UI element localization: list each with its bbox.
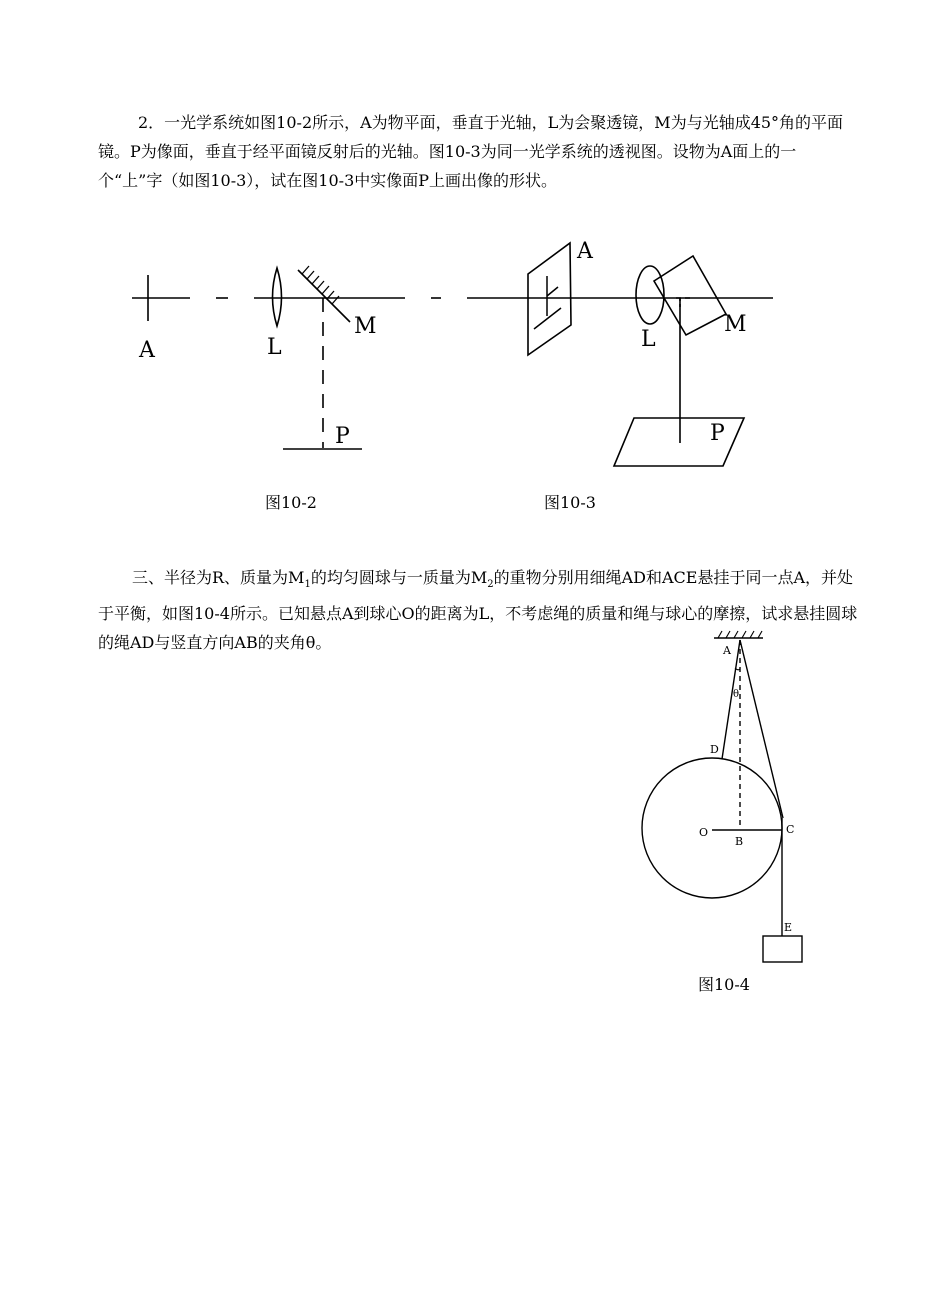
fig-10-4-drawing	[642, 631, 802, 962]
converging-lens-l	[273, 268, 282, 326]
sphere	[642, 758, 782, 898]
problem-3-text	[98, 563, 860, 657]
problem-3-text-part-2: 的均匀圆球与一质量为M	[310, 568, 488, 587]
label-l-10-2: L	[267, 335, 282, 360]
problem-2-text: 2．一光学系统如图10-2所示，A为物平面，垂直于光轴，L为会聚透镜，M为与光轴成45°角的平面镜。P为像面，垂直于经平面镜反射后的光轴。图10-3为同一光学系统的透视图。设物为A面上的一个“上”字（如图10-3），试在图10-3中实像面P上画出像的形状。	[98, 113, 844, 190]
problem-3-text-part-3: 的重物分别用细绳AD和ACE悬挂于同一点A，并处于平衡，如图10-4所示。已知悬点A到球心O的距离为L，不考虑绳的质量和绳与球心的摩擦，试求悬挂圆球的绳AD与竖直方向AB的夹角θ。	[98, 568, 858, 653]
label-a-10-3: A	[577, 239, 593, 264]
label-m-10-3: M	[724, 312, 747, 337]
label-l-10-3: L	[641, 327, 656, 352]
rope-ad	[722, 640, 740, 759]
label-a-10-4: A	[723, 644, 731, 657]
lens-l-3d	[636, 266, 664, 324]
label-a-10-2: A	[139, 338, 155, 363]
subscript-2: 2	[487, 579, 494, 591]
rope-ac	[740, 640, 783, 818]
caption-figure-10-4: 图10-4	[698, 975, 750, 994]
character-shang	[534, 276, 561, 329]
label-p-10-3: P	[710, 421, 725, 446]
label-m-10-2: M	[354, 314, 377, 339]
caption-figure-10-2: 图10-2	[265, 493, 317, 512]
subscript-1: 1	[304, 579, 311, 591]
fig-10-3-drawing	[467, 243, 773, 466]
object-plane-a-3d	[528, 243, 571, 355]
caption-figure-10-3: 图10-3	[544, 493, 596, 512]
image-plane-p-3d	[614, 418, 744, 466]
problem-3-text-part-1: 三、半径为R、质量为M	[132, 568, 305, 587]
label-o-10-4: O	[699, 826, 709, 839]
angle-theta-arc	[735, 668, 740, 670]
weight-box	[763, 936, 802, 962]
mirror-m-3d	[654, 256, 726, 335]
label-p-10-2: P	[335, 424, 350, 449]
label-theta-10-4: θ	[733, 689, 740, 700]
label-d-10-4: D	[710, 743, 719, 756]
label-b-10-4: B	[735, 835, 744, 848]
fig-10-2-drawing	[132, 266, 441, 449]
label-e-10-4: E	[784, 921, 793, 934]
mirror-hatching	[302, 266, 339, 304]
label-c-10-4: C	[786, 823, 795, 836]
plane-mirror-m	[298, 270, 350, 322]
